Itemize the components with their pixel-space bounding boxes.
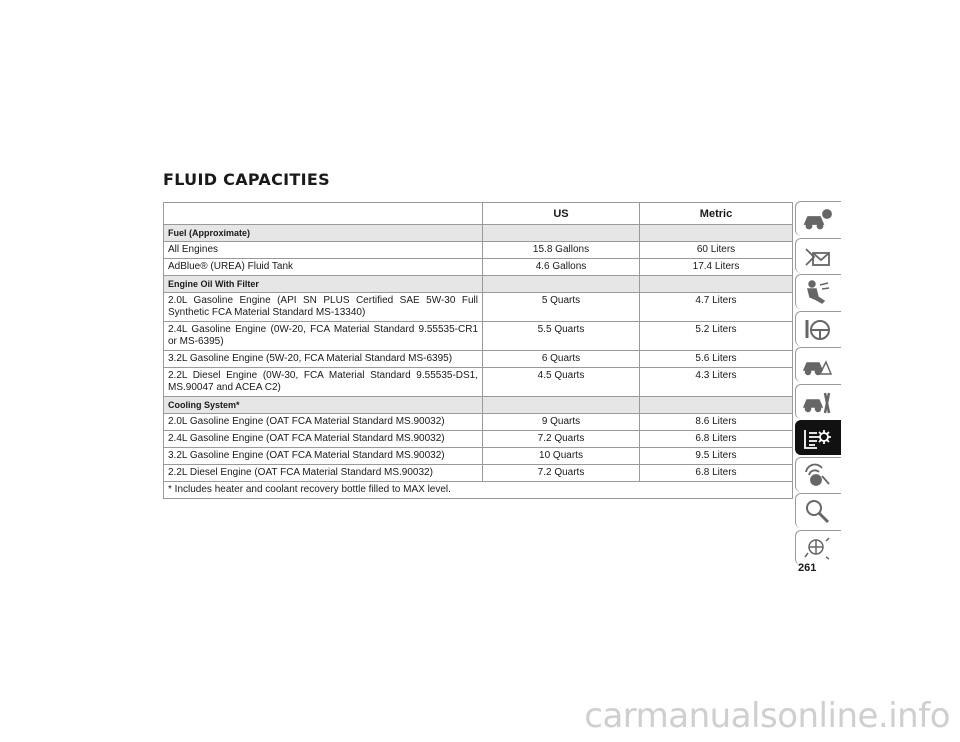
table-row [164,351,793,368]
row-description: 3.2L Gasoline Engine (OAT FCA Material Standard MS.90032) [164,448,483,465]
row-us-value: 7.2 Quarts [483,431,640,448]
header-description [164,203,483,225]
tab-getting-to-know[interactable] [795,238,841,273]
header-us: US [483,203,640,225]
table-row [164,414,793,431]
footnote-row [164,482,793,499]
row-metric-value: 4.3 Liters [640,368,793,397]
table-row [164,431,793,448]
tab-safety[interactable] [795,274,841,309]
footnote-text: * Includes heater and coolant recovery bottle filled to MAX level. [164,482,793,499]
page-number: 261 [798,562,817,574]
row-us-value: 5.5 Quarts [483,322,640,351]
table-header-row [164,203,793,225]
row-description: 2.0L Gasoline Engine (OAT FCA Material Standard MS.90032) [164,414,483,431]
specifications-gear-icon [802,425,832,451]
table-row [164,293,793,322]
steering-wheel-icon [802,316,832,342]
row-us-value: 10 Quarts [483,448,640,465]
table-row [164,242,793,259]
row-metric-value: 8.6 Liters [640,414,793,431]
person-seatbelt-icon [802,279,832,305]
section-label: Engine Oil With Filter [164,276,483,293]
tab-vehicle-info[interactable] [795,201,841,236]
table-row [164,448,793,465]
table-row [164,259,793,276]
row-description: AdBlue® (UREA) Fluid Tank [164,259,483,276]
row-us-value: 4.6 Gallons [483,259,640,276]
table-row [164,465,793,482]
tab-servicing-maintenance[interactable] [795,384,841,419]
section-label: Fuel (Approximate) [164,225,483,242]
tab-emergency[interactable] [795,347,841,382]
section-label: Cooling System* [164,397,483,414]
car-wrench-icon [802,389,832,415]
header-metric: Metric [640,203,793,225]
row-metric-value: 5.2 Liters [640,322,793,351]
tab-starting-operating[interactable] [795,311,841,346]
table-row [164,322,793,351]
tab-multimedia[interactable] [795,457,841,492]
row-metric-value: 17.4 Liters [640,259,793,276]
chapter-tabs [795,201,841,566]
section-row-engine-oil [164,276,793,293]
row-us-value: 9 Quarts [483,414,640,431]
row-us-value: 5 Quarts [483,293,640,322]
row-description: 2.4L Gasoline Engine (0W-20, FCA Material Standard 9.55535-CR1 or MS-6395) [164,322,483,351]
car-warning-icon [802,352,832,378]
page-title: FLUID CAPACITIES [163,170,330,189]
row-us-value: 6 Quarts [483,351,640,368]
tab-index[interactable] [795,493,841,528]
row-metric-value: 9.5 Liters [640,448,793,465]
tire-pressure-icon [802,462,832,488]
tab-language[interactable] [795,530,841,565]
row-description: All Engines [164,242,483,259]
table-row [164,368,793,397]
language-icon [802,535,832,561]
tab-technical-specifications[interactable] [795,420,841,455]
vehicle-info-icon [802,206,832,232]
watermark: carmanualsonline.info [584,696,950,736]
row-description: 2.2L Diesel Engine (OAT FCA Material Standard MS.90032) [164,465,483,482]
row-metric-value: 4.7 Liters [640,293,793,322]
row-metric-value: 6.8 Liters [640,431,793,448]
row-description: 3.2L Gasoline Engine (5W-20, FCA Material Standard MS-6395) [164,351,483,368]
row-metric-value: 6.8 Liters [640,465,793,482]
row-metric-value: 60 Liters [640,242,793,259]
row-us-value: 4.5 Quarts [483,368,640,397]
row-description: 2.0L Gasoline Engine (API SN PLUS Certified SAE 5W-30 Full Synthetic FCA Material Standard MS-13340) [164,293,483,322]
row-metric-value: 5.6 Liters [640,351,793,368]
row-description: 2.4L Gasoline Engine (OAT FCA Material Standard MS.90032) [164,431,483,448]
magnifier-icon [802,498,832,524]
section-row-cooling [164,397,793,414]
fluid-capacities-table [163,202,793,499]
envelope-icon [802,243,832,269]
row-us-value: 15.8 Gallons [483,242,640,259]
row-us-value: 7.2 Quarts [483,465,640,482]
section-row-fuel [164,225,793,242]
row-description: 2.2L Diesel Engine (0W-30, FCA Material Standard 9.55535-DS1, MS.90047 and ACEA C2) [164,368,483,397]
